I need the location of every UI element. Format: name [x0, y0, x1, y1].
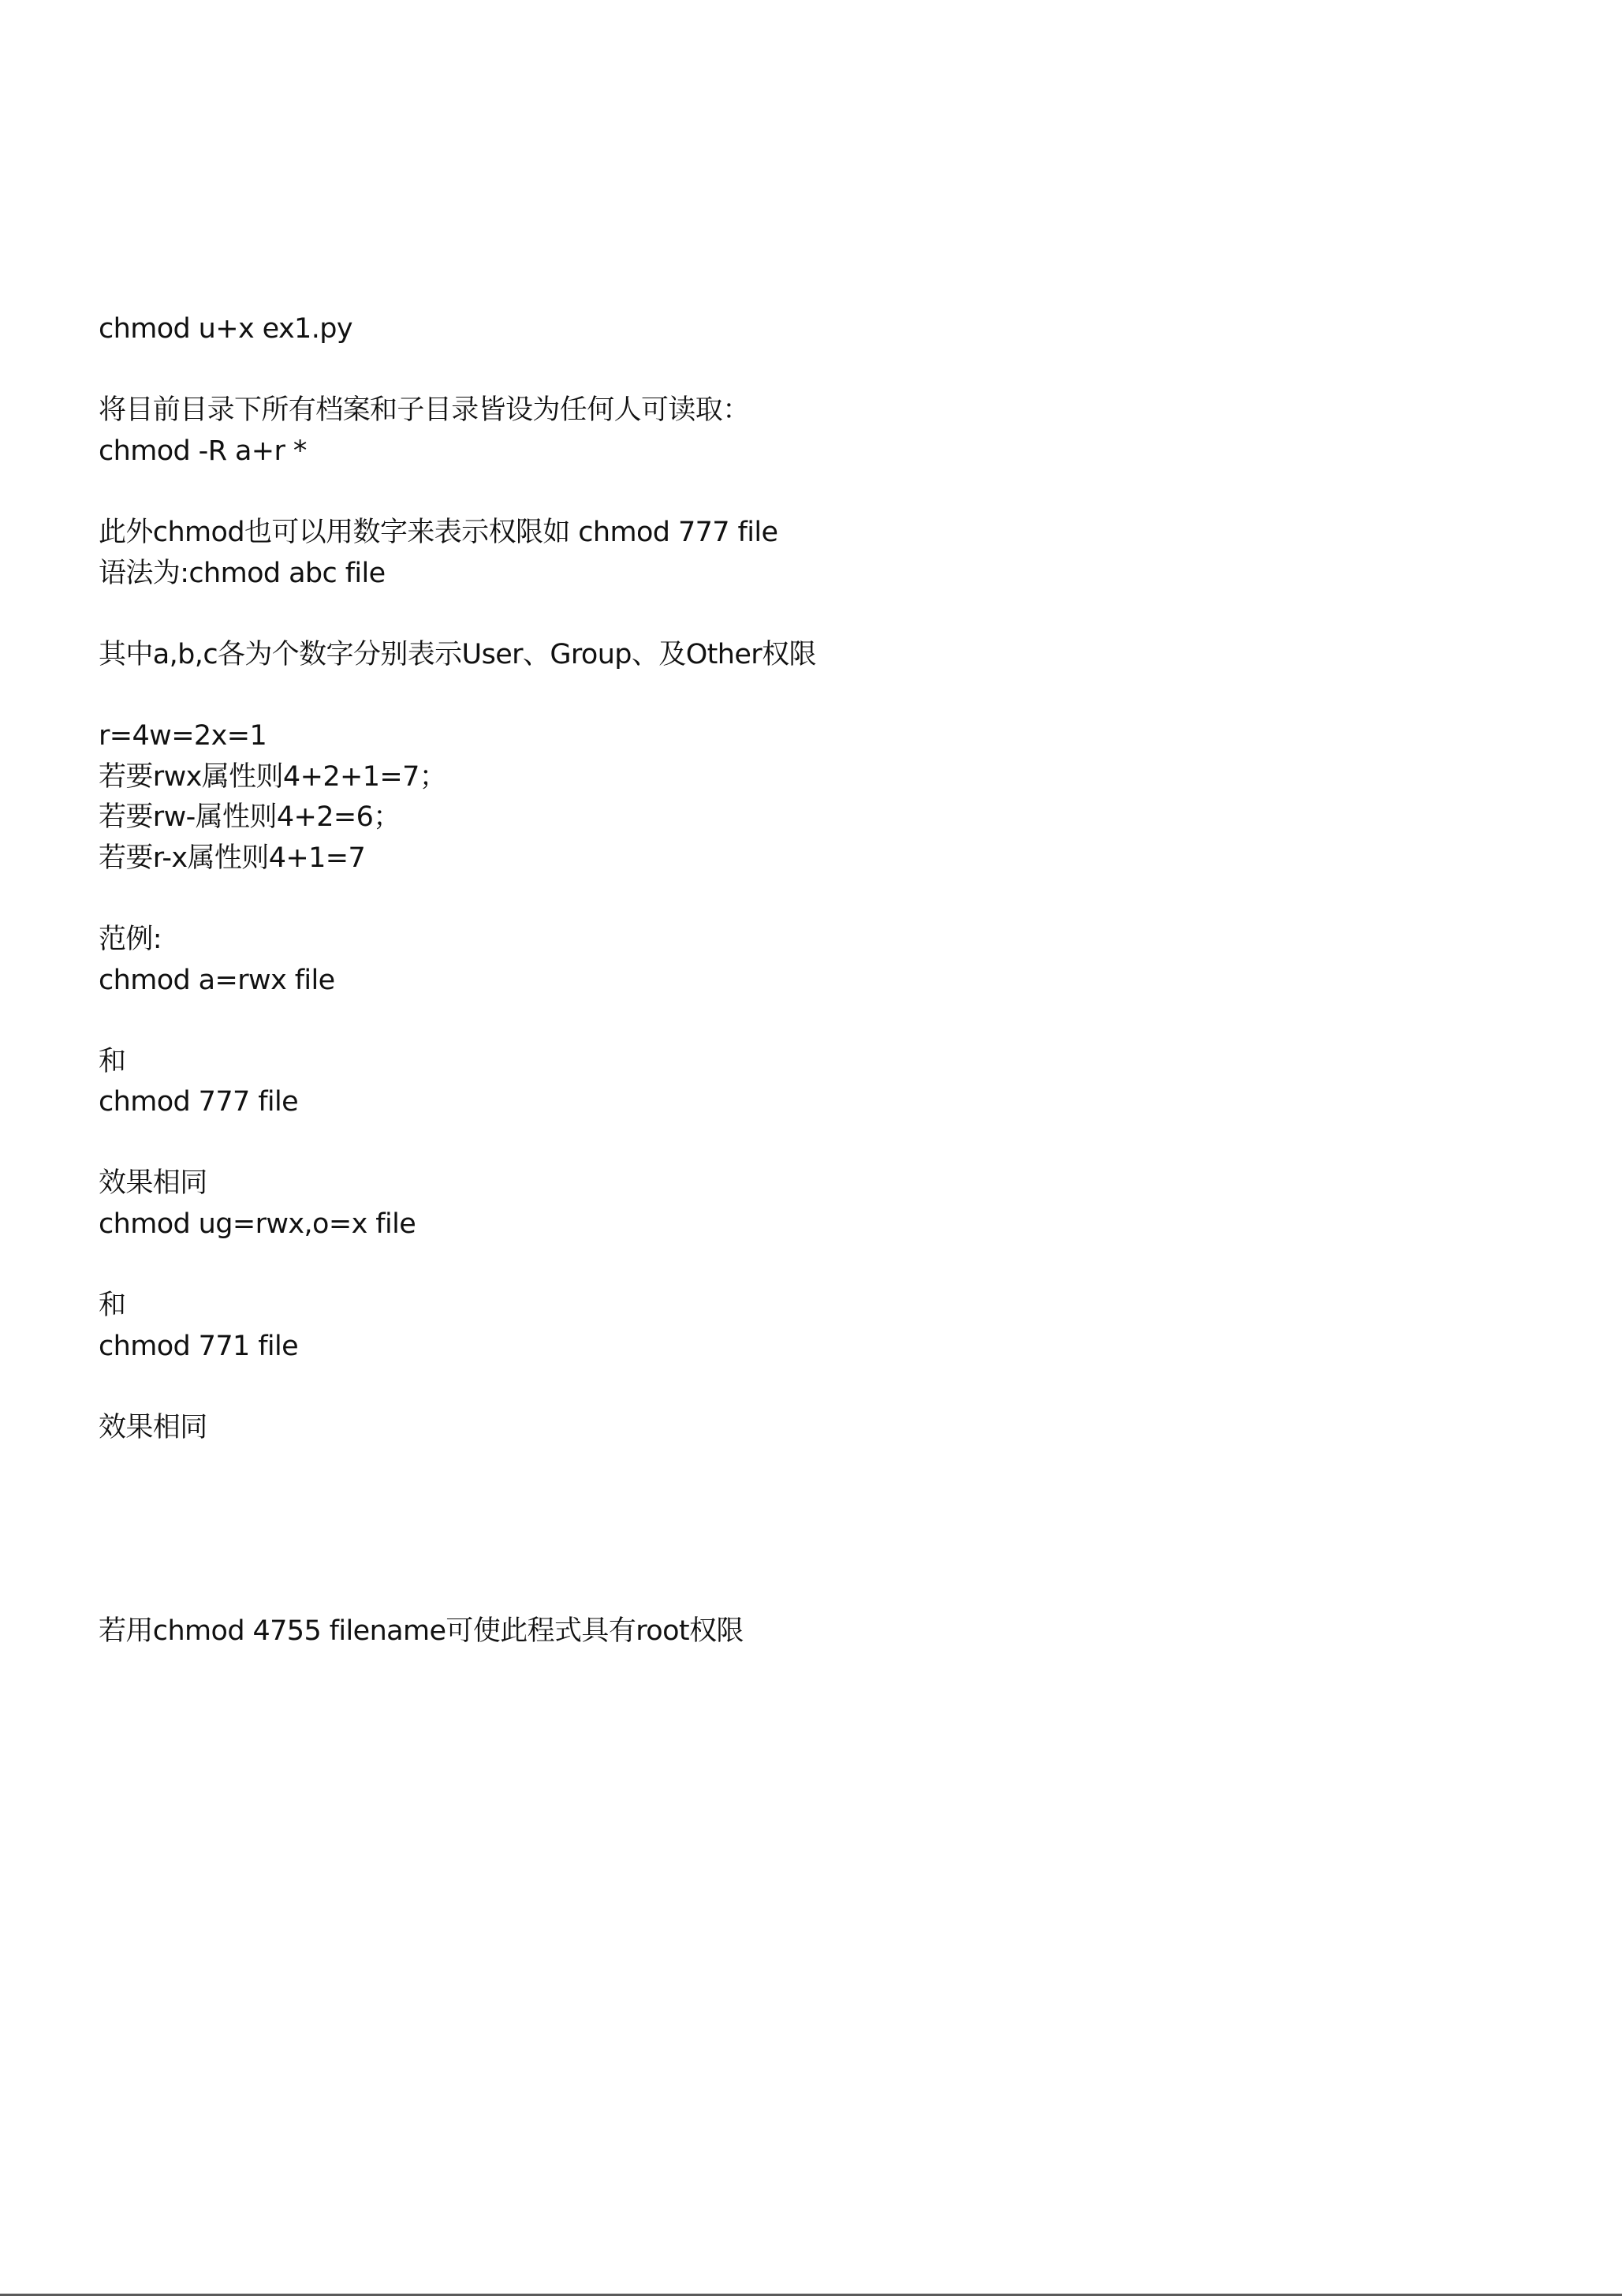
blank-line — [99, 1123, 1518, 1164]
blank-line — [99, 675, 1518, 716]
text-line: 此外chmod也可以用数字来表示权限如 chmod 777 file — [99, 516, 778, 548]
text-line: 若要rw-属性则4+2=6； — [99, 801, 401, 834]
footer-text-line: 若用chmod 4755 filename可使此程式具有root权限 — [99, 1615, 744, 1647]
text-line: 若要r-x属性则4+1=7 — [99, 842, 366, 874]
text-line: 将目前目录下所有档案和子目录皆设为任何人可读取： — [99, 394, 750, 427]
text-line: chmod u+x ex1.py — [99, 313, 352, 345]
blank-line — [99, 594, 1518, 635]
blank-line — [99, 1245, 1518, 1286]
text-line: 效果相同 — [99, 1167, 207, 1200]
text-line: chmod 777 file — [99, 1086, 299, 1118]
text-line: chmod -R a+r * — [99, 435, 307, 467]
text-line: 若要rwx属性则4+2+1=7； — [99, 760, 447, 793]
text-line: chmod ug=rwx,o=x file — [99, 1208, 416, 1241]
blank-line — [99, 472, 1518, 513]
blank-line — [99, 350, 1518, 391]
blank-line — [99, 1001, 1518, 1042]
text-line: chmod 771 file — [99, 1330, 299, 1362]
text-line: 和 — [99, 1045, 126, 1077]
text-line: 和 — [99, 1290, 126, 1322]
text-line: 其中a,b,c各为个数字分别表示User、Group、及Other权限 — [99, 638, 816, 670]
text-line: chmod a=rwx file — [99, 964, 335, 996]
blank-line — [99, 879, 1518, 920]
text-line: r=4w=2x=1 — [99, 719, 267, 752]
text-line: 范例: — [99, 923, 162, 955]
blank-line — [99, 1367, 1518, 1408]
text-line: 效果相同 — [99, 1412, 207, 1444]
text-line: 语法为:chmod abc file — [99, 557, 386, 589]
vertical-gap — [99, 1449, 1518, 1611]
document-body — [99, 309, 1518, 1652]
